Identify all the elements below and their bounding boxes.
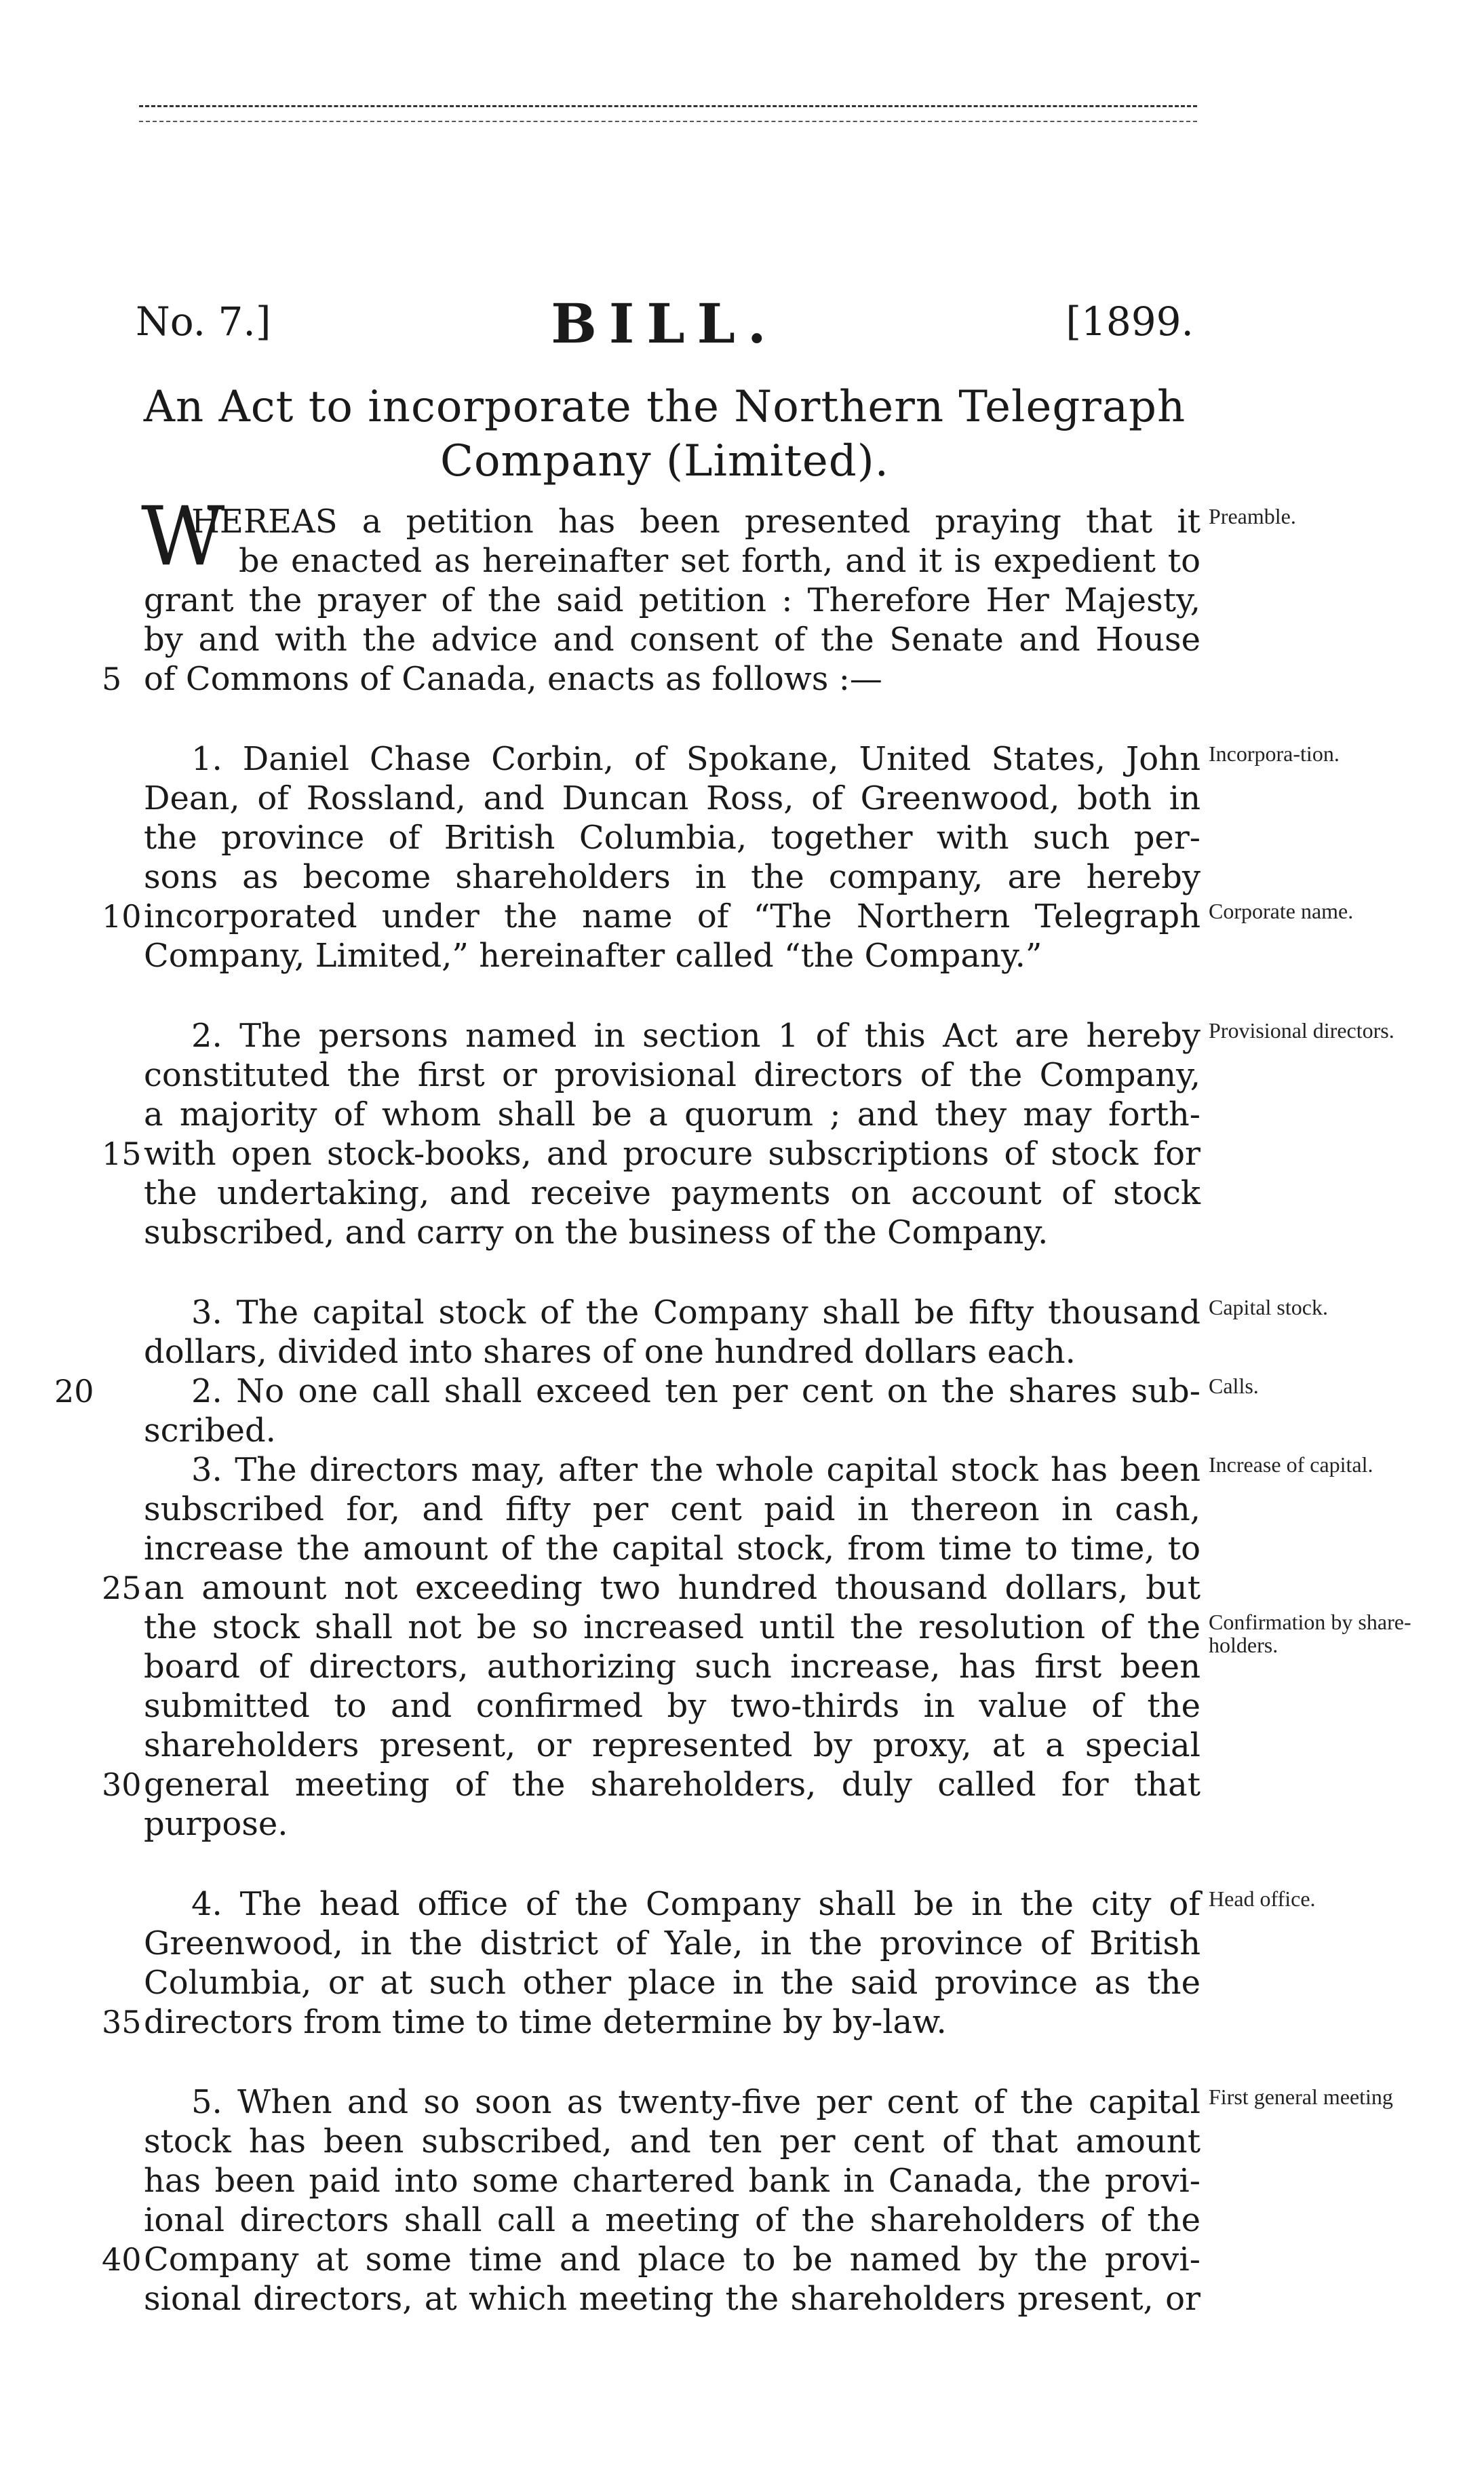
preamble-text: of Commons of Canada, enacts as follows :—: [144, 660, 882, 698]
section-text: 2. No one call shall exceed ten per cent on the shares sub-: [191, 1372, 1200, 1410]
side-note: Corporate name.: [1209, 899, 1354, 923]
section-line: [144, 2201, 1200, 2240]
section-text: shareholders present, or represented by proxy, at a special: [144, 1726, 1200, 1764]
section-text: a majority of whom shall be a quorum ; and they may forth-: [144, 1096, 1200, 1134]
section-line: [102, 2240, 1200, 2279]
section-text: Company at some time and place to be named by the provi-: [144, 2241, 1200, 2279]
section-line: [144, 1213, 1200, 1252]
section-text: stock has been subscribed, and ten per cent of that amount: [144, 2123, 1200, 2161]
section-text: sional directors, at which meeting the shareholders present, or: [144, 2280, 1200, 2318]
section-3: [0, 1293, 1484, 1844]
section-line: [144, 1411, 1200, 1450]
line-number: 10: [102, 898, 142, 935]
bill-number: No. 7.]: [136, 298, 271, 345]
section-text: sons as become shareholders in the company, are hereby: [144, 858, 1200, 896]
section-line: [102, 1568, 1200, 1608]
side-note: Increase of capital.: [1209, 1452, 1373, 1477]
preamble: [0, 490, 1484, 699]
section-text: scribed.: [144, 1412, 276, 1450]
section-line: [144, 936, 1200, 975]
top-rule: [139, 105, 1197, 122]
line-number: 30: [102, 1766, 142, 1803]
bill-title: BILL.: [551, 292, 779, 355]
section-text: 4. The head office of the Company shall be in the city of: [191, 1885, 1200, 1923]
section-text: purpose.: [144, 1805, 288, 1843]
preamble-line: [144, 541, 1200, 581]
line-number: 20: [54, 1373, 94, 1410]
section-text: Greenwood, in the district of Yale, in the province of British: [144, 1924, 1200, 1962]
section-1: [0, 739, 1484, 975]
side-note-preamble: Preamble.: [1209, 504, 1296, 528]
section-line: [144, 857, 1200, 897]
section-line: [144, 1450, 1200, 1490]
section-5: [0, 2082, 1484, 2319]
section-line: [144, 1332, 1200, 1372]
preamble-text: grant the prayer of the said petition : Therefore Her Majesty,: [144, 581, 1200, 619]
section-2: [0, 1016, 1484, 1252]
section-text: Dean, of Rossland, and Duncan Ross, of Greenwood, both in: [144, 779, 1200, 817]
section-text: subscribed, and carry on the business of the Company.: [144, 1214, 1049, 1252]
section-line: [144, 818, 1200, 857]
line-number: 35: [102, 2004, 142, 2040]
section-line: [144, 1726, 1200, 1765]
section-line: [102, 897, 1200, 936]
line-number: 40: [102, 2241, 142, 2278]
section-text: incorporated under the name of “The Northern Telegraph: [144, 897, 1200, 935]
section-line: [144, 739, 1200, 779]
section-line: [102, 1765, 1200, 1804]
preamble-line: [144, 581, 1200, 620]
side-note: Provisional directors.: [1209, 1018, 1394, 1043]
section-text: with open stock-books, and procure subscriptions of stock for: [144, 1135, 1200, 1173]
section-text: submitted to and confirmed by two-thirds in value of the: [144, 1687, 1200, 1725]
section-text: directors from time to time determine by by-law.: [144, 2003, 947, 2041]
section-line: [144, 1884, 1200, 1924]
preamble-line: [102, 659, 1200, 699]
section-line: [144, 2161, 1200, 2201]
line-number: 25: [102, 1570, 142, 1606]
section-text: subscribed for, and fifty per cent paid in thereon in cash,: [144, 1490, 1200, 1528]
section-text: 3. The directors may, after the whole capital stock has been: [191, 1451, 1200, 1489]
line-number: 15: [102, 1136, 142, 1172]
section-line: [144, 1804, 1200, 1844]
section-line: [102, 1134, 1200, 1174]
bill-body: [0, 490, 1484, 2359]
section-line: [144, 1016, 1200, 1055]
section-text: ional directors shall call a meeting of the shareholders of the: [144, 2201, 1200, 2239]
side-note: First general meeting: [1209, 2085, 1393, 2109]
side-note: Incorpora-tion.: [1209, 741, 1340, 766]
section-line: [144, 1529, 1200, 1568]
drop-cap: W: [141, 490, 225, 584]
section-text: has been paid into some chartered bank in Canada, the provi-: [144, 2162, 1200, 2200]
section-line: [144, 1174, 1200, 1213]
side-note: Head office.: [1209, 1886, 1316, 1911]
section-line: [144, 1490, 1200, 1529]
section-line: [102, 2002, 1200, 2042]
side-note: Calls.: [1209, 1374, 1259, 1398]
section-text: 5. When and so soon as twenty-five per cent of the capital: [191, 2083, 1200, 2121]
section-line: [54, 1372, 1200, 1411]
section-line: [144, 1686, 1200, 1726]
section-text: the province of British Columbia, together with such per-: [144, 819, 1200, 857]
act-title: [136, 380, 1194, 488]
section-text: general meeting of the shareholders, duly called for that: [144, 1766, 1200, 1804]
preamble-text: HEREAS a petition has been presented praying that it: [191, 503, 1200, 541]
section-line: [144, 2082, 1200, 2122]
section-line: [144, 1055, 1200, 1095]
section-text: 3. The capital stock of the Company shall be fifty thousand: [191, 1294, 1200, 1332]
section-text: an amount not exceeding two hundred thousand dollars, but: [144, 1569, 1200, 1607]
bill-header: [136, 292, 1194, 366]
act-title-line: Company (Limited).: [440, 436, 889, 486]
section-line: [144, 2122, 1200, 2161]
section-text: board of directors, authorizing such increase, has first been: [144, 1648, 1200, 1686]
bill-year: [1899.: [1066, 298, 1194, 345]
section-line: [144, 1924, 1200, 1963]
section-line: [144, 1293, 1200, 1332]
line-number: 5: [102, 661, 122, 697]
section-text: increase the amount of the capital stock, from time to time, to: [144, 1530, 1200, 1568]
side-note: Confirmation by share-holders.: [1209, 1610, 1411, 1657]
section-text: Company, Limited,” hereinafter called “the Company.”: [144, 937, 1042, 975]
side-note: Capital stock.: [1209, 1295, 1328, 1319]
section-text: the undertaking, and receive payments on account of stock: [144, 1174, 1200, 1212]
section-text: the stock shall not be so increased until the resolution of the: [144, 1608, 1200, 1646]
section-line: [144, 1963, 1200, 2002]
preamble-line: [144, 620, 1200, 659]
section-line: [144, 779, 1200, 818]
section-text: constituted the first or provisional directors of the Company,: [144, 1056, 1200, 1094]
section-text: dollars, divided into shares of one hundred dollars each.: [144, 1333, 1076, 1371]
section-text: 2. The persons named in section 1 of this Act are hereby: [191, 1017, 1200, 1055]
section-line: [144, 2279, 1200, 2319]
section-line: [144, 1095, 1200, 1134]
preamble-text: by and with the advice and consent of the Senate and House: [144, 621, 1200, 659]
section-4: [0, 1884, 1484, 2042]
section-text: 1. Daniel Chase Corbin, of Spokane, United States, John: [191, 740, 1200, 778]
section-line: [144, 1647, 1200, 1686]
section-text: Columbia, or at such other place in the said province as the: [144, 1964, 1200, 2002]
preamble-text: be enacted as hereinafter set forth, and it is expedient to: [239, 542, 1200, 580]
act-title-line: An Act to incorporate the Northern Telegraph: [143, 382, 1186, 432]
section-line: [144, 1608, 1200, 1647]
